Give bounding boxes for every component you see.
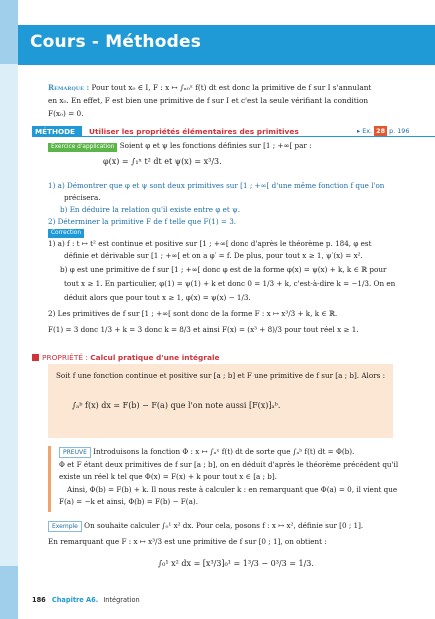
method-title: Utiliser les propriétés élémentaires des primitives	[89, 127, 299, 136]
footer-subject: Intégration	[103, 596, 140, 604]
ref-page: p. 196	[389, 127, 410, 135]
page-title: Cours - Méthodes	[30, 32, 202, 52]
remark-label: Remarque :	[48, 83, 90, 92]
ref-prefix: ▸ Ex.	[357, 127, 373, 135]
correction-line-2: définie et dérivable sur [1 ; +∞[ et on a φ′ = f. De plus, pour tout x ≥ 1, ψ′(x) = x².	[64, 251, 363, 260]
proof-tag: PREUVE	[59, 447, 91, 458]
example-line-1: On souhaite calculer ∫₀¹ x² dx. Pour cela, posons f : x ↦ x², définie sur [0 ; 1].	[84, 521, 364, 530]
correction-line-3: b) φ est une primitive de f sur [1 ; +∞[ donc φ est de la forme φ(x) = ψ(x) + k, k ∈ ℝ pour	[60, 265, 387, 274]
proof-line-3: existe un réel k tel que Φ(x) = F(x) + k pour tout x ∈ [a ; b].	[59, 472, 277, 481]
property-box	[48, 364, 393, 438]
question-2: 2) Déterminer la primitive F de f telle que F(1) = 3.	[48, 217, 237, 226]
remark-line-2: en x₀. En effet, F est bien une primitive de f sur I et c'est la seule vérifiant la condition	[48, 96, 369, 105]
correction-line-1: 1) a) f : t ↦ t² est continue et positive sur [1 ; +∞[ donc d'après le théorème p. 184, φ est	[48, 239, 372, 248]
correction-line-7: F(1) = 3 donc 1/3 + k = 3 donc k = 8/3 et ainsi F(x) = (x³ + 8)/3 pour tout réel x ≥ 1.	[48, 325, 359, 334]
exercise-tag: Exercice d'application	[48, 143, 117, 152]
property-label: PROPRIÉTÉ :	[42, 353, 88, 362]
exercise-intro: Soient φ et ψ les fonctions définies sur [1 ; +∞[ par :	[119, 141, 312, 150]
page-footer	[32, 596, 140, 604]
property-title: Calcul pratique d'une intégrale	[90, 353, 220, 362]
proof-line-5: F(a) = −k et ainsi, Φ(b) = F(b) − F(a).	[59, 497, 198, 506]
remark-block	[48, 81, 383, 120]
property-marker	[32, 354, 39, 361]
method-badge: MÉTHODE 1	[32, 126, 82, 137]
correction-tag: Correction	[48, 229, 84, 238]
proof-line-4: Ainsi, Φ(b) = F(b) + k. Il nous reste à calculer k : en remarquant que Φ(a) = 0, il vient que	[67, 485, 398, 494]
proof-block	[48, 446, 399, 512]
proof-line-1: Introduisons la fonction Φ : x ↦ ∫ₐˣ f(t) dt de sorte que ∫ₐᵇ f(t) dt = Φ(b).	[93, 447, 355, 456]
ref-number: 28	[376, 127, 386, 135]
property-formula: ∫ₐᵇ f(x) dx = F(b) − F(a) que l'on note aussi [F(x)]ₐᵇ.	[72, 401, 281, 410]
exercise-formula: φ(x) = ∫₁ˣ t² dt et ψ(x) = x³/3.	[103, 157, 222, 166]
correction-line-6: 2) Les primitives de f sur [1 ; +∞[ sont donc de la forme F : x ↦ x³/3 + k, k ∈ ℝ.	[48, 309, 338, 318]
example-tag: Exemple	[48, 521, 82, 532]
remark-line-1: Pour tout x₀ ∈ I, F : x ↦ ∫ₓ₀ˣ f(t) dt est donc la primitive de f sur I s'annulant	[91, 83, 372, 92]
question-1a: 1) a) Démontrer que φ et ψ sont deux primitives sur [1 ; +∞[ d'une même fonction f que l'on	[48, 181, 385, 190]
left-margin-strip	[0, 0, 18, 619]
correction-line-4: tout x ≥ 1. En particulier, φ(1) = ψ(1) + k et donc 0 = 1/3 + k, c'est-à-dire k = −1/3. On en	[64, 279, 396, 288]
margin-tab	[0, 566, 18, 619]
question-1b: b) En déduire la relation qu'il existe entre φ et ψ.	[60, 205, 240, 214]
method-rule	[32, 136, 435, 137]
example-line-2: En remarquant que F : x ↦ x³/3 est une primitive de f sur [0 ; 1], on obtient :	[48, 537, 327, 546]
margin-tab	[0, 0, 18, 64]
question-1a-cont: précisera.	[64, 193, 101, 202]
example-formula: ∫₀¹ x² dx = [x³/3]₀¹ = 1³/3 − 0³/3 = 1/3.	[158, 559, 314, 568]
remark-line-3: F(x₀) = 0.	[48, 109, 84, 118]
proof-line-2: Φ et F étant deux primitives de f sur [a ; b], on en déduit d'après le théorème précédent qu'il	[59, 460, 399, 469]
footer-chapter: Chapitre A6.	[51, 596, 99, 604]
page-number: 186	[32, 596, 46, 604]
property-statement: Soit f une fonction continue et positive sur [a ; b] et F une primitive de f sur [a ; b]. Alors :	[56, 371, 385, 380]
correction-line-5: déduit alors que pour tout x ≥ 1, φ(x) = ψ(x) − 1/3.	[64, 293, 251, 302]
